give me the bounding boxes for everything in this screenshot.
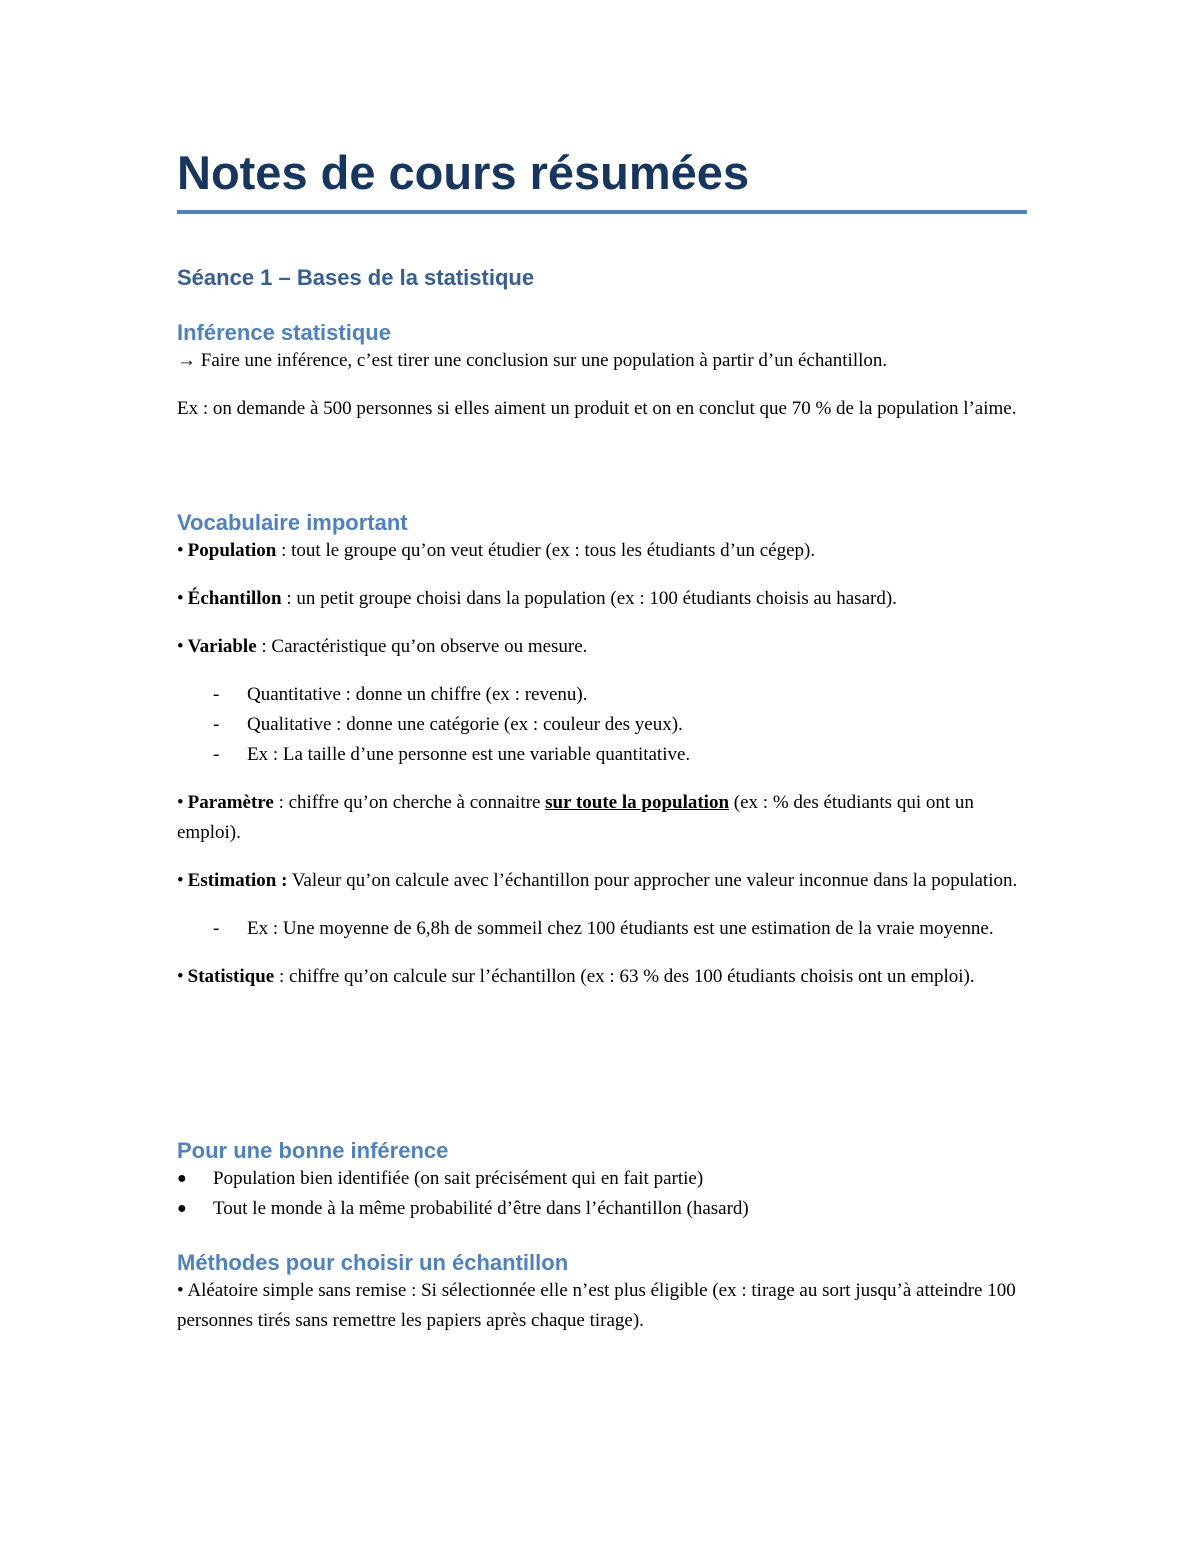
estimation-definition: • Estimation : Valeur qu’on calcule avec l’échantillon pour approcher une valeur inconnue dans la population. [177, 870, 1018, 891]
document-content [177, 140, 1027, 1331]
estimation-sublist [177, 914, 1027, 944]
methodes-text: • Aléatoire simple sans remise : Si sélectionnée elle n’est plus éligible (ex : tirage au sort jusqu’à atteindre 100 personnes tirés sans remettre les papiers après chaque tirage). [177, 1280, 1016, 1331]
vocabulary-section [177, 510, 1027, 992]
seance-heading: Séance 1 – Bases de la statistique [177, 265, 535, 290]
list-item: ● Population bien identifiée (on sait précisément qui en fait partie) [177, 1168, 704, 1189]
variable-definition: • Variable : Caractéristique qu’on observe ou mesure. [177, 636, 588, 657]
document-title: Notes de cours résumées [177, 140, 1027, 214]
list-item: ● Tout le monde à la même probabilité d’être dans l’échantillon (hasard) [177, 1198, 749, 1219]
list-item: - Ex : Une moyenne de 6,8h de sommeil chez 100 étudiants est une estimation de la vraie moyenne. [213, 918, 994, 939]
vocabulary-heading: Vocabulaire important [177, 510, 408, 535]
statistique-definition: • Statistique : chiffre qu’on calcule sur l’échantillon (ex : 63 % des 100 étudiants choisis ont un emploi). [177, 966, 975, 987]
list-item: - Qualitative : donne une catégorie (ex : couleur des yeux). [213, 714, 683, 735]
bonne-inference-heading: Pour une bonne inférence [177, 1138, 449, 1163]
methodes-section [177, 1250, 1027, 1336]
population-definition: • Population : tout le groupe qu’on veut étudier (ex : tous les étudiants d’un cégep). [177, 540, 816, 561]
inference-heading: Inférence statistique [177, 320, 391, 345]
variable-sublist [177, 680, 1027, 770]
list-item: - Ex : La taille d’une personne est une variable quantitative. [213, 744, 691, 765]
bonne-inference-list [177, 1164, 1027, 1224]
parametre-definition: • Paramètre : chiffre qu’on cherche à connaitre sur toute la population (ex : % des étudiants qui ont un emploi). [177, 792, 974, 843]
methodes-heading: Méthodes pour choisir un échantillon [177, 1250, 569, 1275]
inference-section [177, 320, 1027, 424]
echantillon-definition: • Échantillon : un petit groupe choisi dans la population (ex : 100 étudiants choisis au hasard). [177, 588, 897, 609]
inference-example: Ex : on demande à 500 personnes si elles aiment un produit et on en conclut que 70 % de la population l’aime. [177, 398, 1017, 419]
inference-definition: → Faire une inférence, c’est tirer une conclusion sur une population à partir d’un échantillon. [177, 350, 888, 371]
bonne-inference-section [177, 1138, 1027, 1224]
list-item: - Quantitative : donne un chiffre (ex : revenu). [213, 684, 588, 705]
